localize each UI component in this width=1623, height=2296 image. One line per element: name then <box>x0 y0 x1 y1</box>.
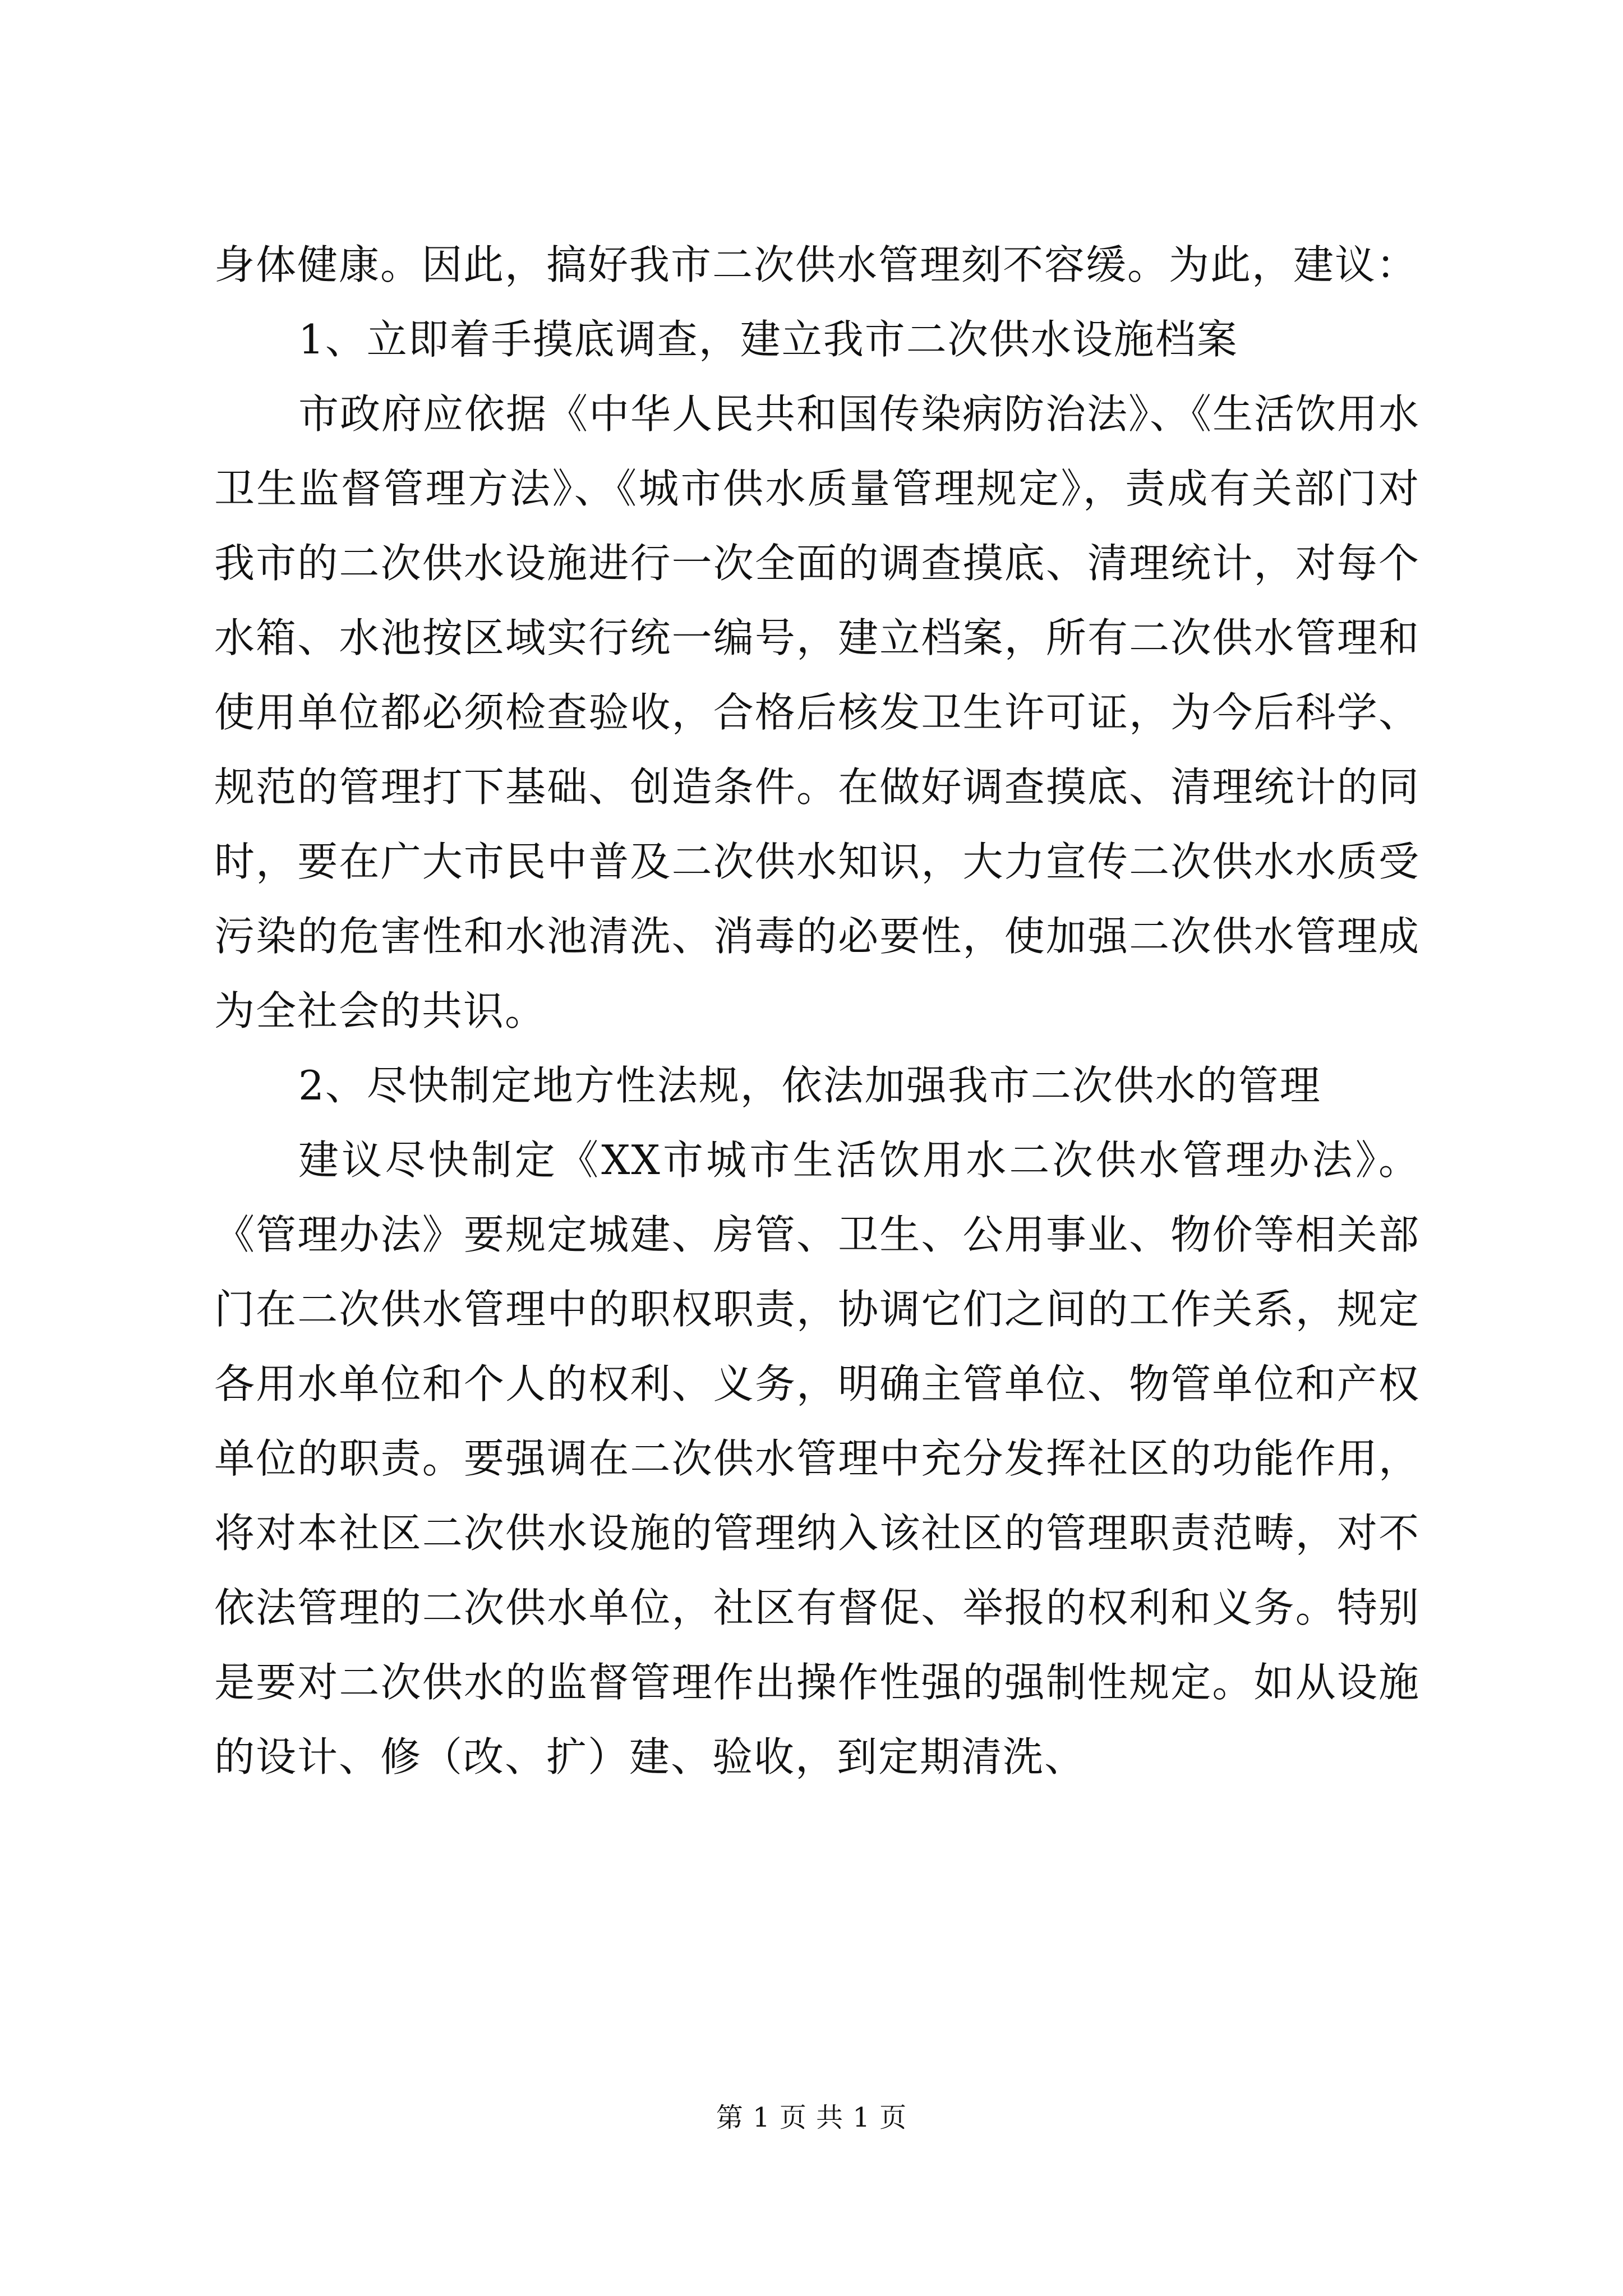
page-footer: 第 1 页 共 1 页 <box>716 2102 907 2133</box>
section-heading-2: 2、尽快制定地方性法规，依法加强我市二次供水的管理 <box>298 1062 1321 1109</box>
paragraph-regulation: 建议尽快制定《XX市城市生活饮用水二次供水管理办法》。《管理办法》要规定城建、房管、卫生、公用事业、物价等相关部门在二次供水管理中的职权职责，协调它们之间的工作关系，规定各用水单位和个人的权利、义务，明确主管单位、物管单位和产权单位的职责。要强调在二次供水管理中充分发挥社区的功能作用，将对本社区二次供水设施的管理纳入该社区的管理职责范畴，对不依法管理的二次供水单位，社区有督促、举报的权利和义务。特别是要对二次供水的监督管理作出操作性强的强制性规定。如从设施的设计、修（改、扩）建、验收，到定期清洗、 <box>214 1137 1420 1780</box>
paragraph-continuation: 身体健康。因此，搞好我市二次供水管理刻不容缓。为此，建议： <box>214 241 1418 288</box>
paragraph-archive: 市政府应依据《中华人民共和国传染病防治法》、《生活饮用水卫生监督管理方法》、《城市供水质量管理规定》，责成有关部门对我市的二次供水设施进行一次全面的调查摸底、清理统计，对每个水箱、水池按区域实行统一编号，建立档案，所有二次供水管理和使用单位都必须检查验收，合格后核发卫生许可证，为今后科学、规范的管理打下基础、创造条件。在做好调查摸底、清理统计的同时，要在广大市民中普及二次供水知识，大力宣传二次供水水质受污染的危害性和水池清洗、消毒的必要性，使加强二次供水管理成为全社会的共识。 <box>214 390 1421 1034</box>
section-heading-1: 1、立即着手摸底调查，建立我市二次供水设施档案 <box>298 316 1238 363</box>
document-body <box>214 228 1420 1795</box>
